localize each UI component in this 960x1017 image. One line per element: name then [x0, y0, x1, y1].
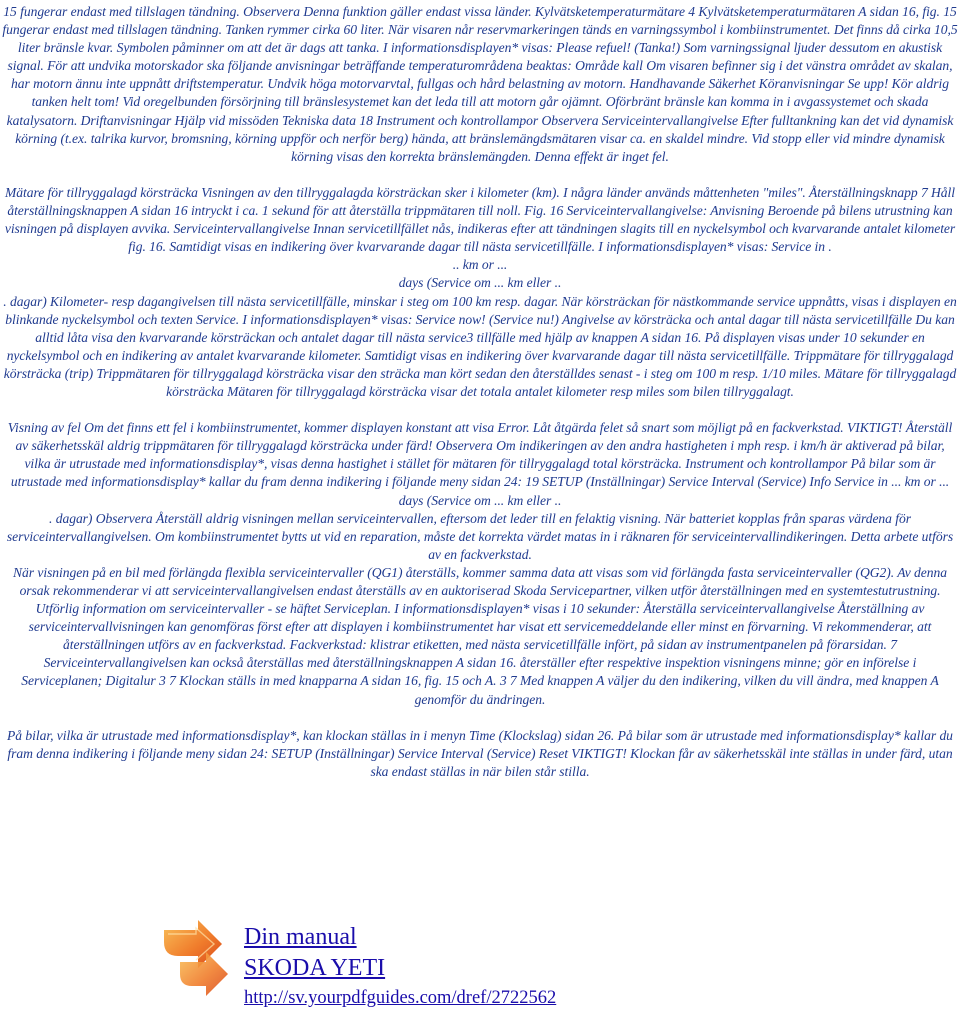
- paragraph-temperature-fuel: 15 fungerar endast med tillslagen tändning. Observera Denna funktion gäller endast vissa länder. Kylvätsketemperaturmätare 4 Kylvätsketemperaturmätaren A sidan 16, fig. 15 fungerar endast med tillslagen tändning. Tanken rymmer cirka 60 liter. När visaren når reservmarkeringen tänds en varningssymbol i kombiinstrumentet. Det finns då cirka 10,5 liter bränsle kvar. Symbolen påminner om att det är dags att tanka. I informationsdisplayen* visas: Please refuel! (Tanka!) Som varningssignal ljuder dessutom en akustisk signal. För att undvika motorskador ska följande anvisningar beträffande temperaturområdena beaktas: Område kall Om visaren befinner sig i det vänstra området av skalan, har motorn ännu inte uppnått driftstemperatur. Undvik höga motorvarvtal, fullgas och hård belastning av motorn. Handhavande Säkerhet Köranvisningar Se upp! Kör aldrig tanken helt tom! Vid oregelbunden försörjning till bränslesystemet kan det leda till att motorn går ojämnt. Oförbränt bränsle kan komma in i avgassystemet och skada katalysatorn. Driftanvisningar Hjälp vid missöden Tekniska data 18 Instrument och kontrollampor Observera Serviceintervallangivelse Efter fulltankning kan det vid dynamisk körning (t.ex. talrika kurvor, bromsning, körning uppför och nerför berg) hända, att bränslemängdsmätaren visar ca. en skaldel mindre. Vid stopp eller vid mindre dynamisk körning visas den korrekta bränslemängden. Denna effekt är inget fel.: [2, 4, 958, 164]
- product-link[interactable]: SKODA YETI: [244, 955, 386, 981]
- url-link[interactable]: http://sv.yourpdfguides.com/dref/2722562: [244, 988, 557, 1008]
- arrow-icon: [158, 918, 238, 1000]
- paragraph-error-display: Visning av fel Om det finns ett fel i kombiinstrumentet, kommer displayen konstant att visa Error. Låt åtgärda felet så snart som möjligt på en fackverkstad. VIKTIGT! Återställ av säkerhetsskäl aldrig trippmätaren för tillryggalagd körsträcka under färd! Observera Om indikeringen av den andra hastigheten i mph resp. i km/h är aktiverad på bilar, vilka är utrustade med informationsdisplay*, visas denna hastighet i stället för mätaren för tillryggalagd total körsträcka. Instrument och kontrollampor På bilar som är utrustade med informationsdisplay* kallar du fram denna indikering i följande meny sidan 24: 19 SETUP (Inställningar) Service Interval (Service) Info Service in ... km or ...: [7, 420, 953, 490]
- paragraph-service-days-2: days (Service om ... km eller ..: [398, 492, 562, 508]
- paragraph-flexible-intervals: När visningen på en bil med förlängda flexibla serviceintervaller (QG1) återställs, kommer samma data att visas som vid förlängda fasta serviceintervaller (QG2). Av denna orsak rekommenderar vi att serviceintervallangivelsen endast återställs av en auktoriserad Skoda Servicepartner, vilken utför återställningen med en systemtestutrustning. Utförlig information om serviceintervaller - se häftet Serviceplan. I informationsdisplayen* visas i 10 sekunder: Återställa serviceintervallangivelse Återställning av serviceintervallvisningen kan genomföras först efter att displayen i kombiinstrumentet har visat ett servicemeddelande eller minst en förvarning. Vi rekommenderar, att återställningen utförs av en fackverkstad. Fackverkstad: klistrar etiketten, med nästa servicetillfälle infört, på sidan av instrumentpanelen på förarsidan. 7 Serviceintervallangivelsen kan också återställas med återställningsknappen A sidan 16. återställer efter respektive inspektion visningens minne; gör en införelse i Serviceplanen; Digitalur 3 7 Klockan ställs in med knapparna A sidan 16, fig. 15 och A. 3 7 Med knappen A väljer du den indikering, vilken du vill ändra, med knappen A genomför du ändringen.: [13, 564, 947, 707]
- paragraph-clock: På bilar, vilka är utrustade med informationsdisplay*, kan klockan ställas in i menyn Time (Klockslag) sidan 26. På bilar som är utrustade med informationsdisplay* kallar du fram denna indikering i följande meny sidan 24: SETUP (Inställningar) Service Interval (Service) Reset VIKTIGT! Klockan får av säkerhetsskäl inte ställas in under färd, utan ska endast ställas in när bilen står stilla.: [7, 727, 953, 779]
- paragraph-service-countdown: . dagar) Kilometer- resp dagangivelsen till nästa servicetillfälle, minskar i steg om 100 km resp. dagar. När körsträckan för nästkommande service uppnåtts, visas i displayen en blinkande nyckelsymbol och texten Service. I informationsdisplayen* visas: Service now! (Service nu!) Angivelse av körsträcka och antal dagar till nästa servicetillfälle Du kan alltid låta visa den kvarvarande körsträckan och antalet dagar till nästa service3 tillfälle med hjälp av knappen A sidan 16. På displayen visas under 10 sekunder en nyckelsymbol och en indikering av antalet kvarvarande kilometer. Samtidigt visas en indikering över kvarvarande dagar till nästa servicetillfälle. Trippmätare för tillryggalagd körsträcka (trip) Trippmätaren för tillryggalagd körsträcka visar den sträcka man kört sedan den återställdes senast - i steg om 100 m resp. 1/10 miles. Mätare för tillryggalagd körsträcka Mätaren för tillryggalagd körsträcka visar det totala antalet kilometer resp miles som bilen tillryggalagt.: [3, 293, 957, 399]
- manual-footer: [158, 918, 608, 1014]
- paragraph-gap: [2, 709, 958, 727]
- footer-links: [244, 922, 556, 1010]
- manual-link[interactable]: Din manual: [244, 924, 357, 950]
- document-body: [2, 3, 958, 781]
- paragraph-reset-warning: . dagar) Observera Återställ aldrig visningen mellan serviceintervallen, eftersom det leder till en felaktig visning. När batteriet kopplas från sparas värdena för serviceintervallangivelsen. Om kombiinstrumentet bytts ut vid en reparation, måste det korrekta värdet matas in i räknaren för serviceintervallindikeringen. Detta arbete utförs av en fackverkstad.: [6, 510, 954, 562]
- paragraph-service-days: days (Service om ... km eller ..: [398, 275, 562, 291]
- paragraph-service-km: .. km or ...: [452, 257, 508, 273]
- paragraph-gap: [2, 166, 958, 184]
- paragraph-odometer-service: Mätare för tillryggalagd körsträcka Visningen av den tillryggalagda körsträckan sker i kilometer (km). I några länder används måttenheten "miles". Återställningsknapp 7 Håll återställningsknappen A sidan 16 intryckt i ca. 1 sekund för att återställa trippmätaren till noll. Fig. 16 Serviceintervallangivelse: Anvisning Beroende på bilens utrustning kan visningen på displayen avvika. Serviceintervallangivelse Innan servicetillfället nås, indikeras efter att tändningen slagits till en nyckelsymbol och kvarvarande antalet kilometer fig. 16. Samtidigt visas en indikering över kvarvarande dagar till nästa servicetillfälle. I informationsdisplayen* visas: Service in .: [4, 184, 956, 255]
- paragraph-gap: [2, 401, 958, 419]
